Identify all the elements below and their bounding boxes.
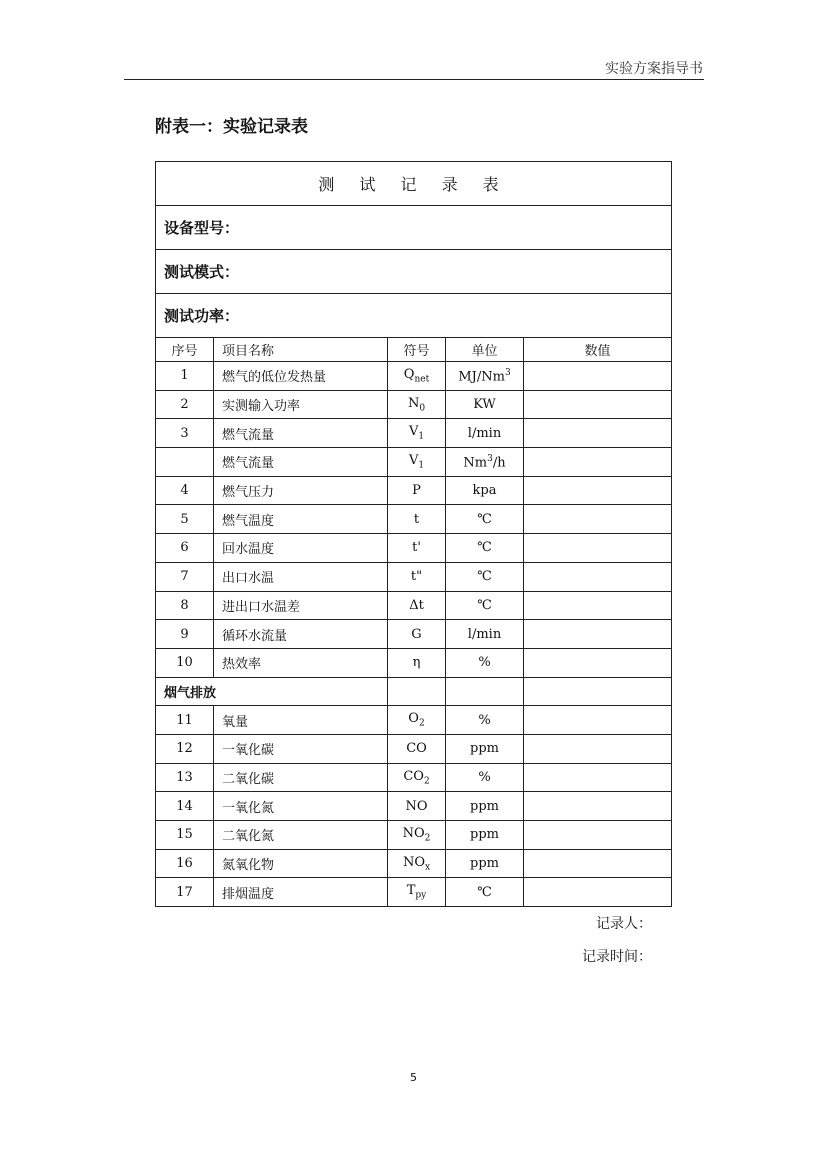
- symbol-main: Δt: [409, 597, 424, 613]
- row-number: 13: [156, 763, 214, 792]
- table-title: 测 试 记 录 表: [156, 162, 672, 206]
- symbol-main: η: [412, 655, 421, 671]
- row-number: [156, 448, 214, 477]
- symbol-main: N: [407, 395, 420, 411]
- row-number: 1: [156, 362, 214, 391]
- unit-superscript: 3: [504, 367, 511, 378]
- value-cell: [524, 648, 672, 677]
- symbol-subscript: 0: [419, 403, 426, 414]
- value-cell: [524, 390, 672, 419]
- table-row: [156, 390, 672, 419]
- item-unit: [446, 706, 524, 735]
- unit-main: ℃: [477, 511, 492, 527]
- item-symbol: [388, 821, 446, 850]
- table-row: [156, 792, 672, 821]
- item-unit: [446, 648, 524, 677]
- value-cell: [524, 706, 672, 735]
- item-symbol: [388, 362, 446, 391]
- value-cell: [524, 562, 672, 591]
- row-number: 14: [156, 792, 214, 821]
- table-row: [156, 476, 672, 505]
- item-symbol: [388, 706, 446, 735]
- table-row: [156, 562, 672, 591]
- row-number: 10: [156, 648, 214, 677]
- test-power-field: 测试功率：: [156, 294, 672, 338]
- value-cell: [524, 734, 672, 763]
- item-name: 出口水温: [214, 562, 388, 591]
- value-cell: [524, 476, 672, 505]
- item-symbol: [388, 562, 446, 591]
- item-unit: [446, 591, 524, 620]
- row-number: 3: [156, 419, 214, 448]
- unit-main: Nm: [463, 455, 488, 471]
- unit-main: ℃: [477, 597, 492, 613]
- symbol-subscript: x: [424, 862, 431, 873]
- value-cell: [524, 505, 672, 534]
- row-number: 6: [156, 534, 214, 563]
- unit-superscript: 3: [487, 453, 493, 464]
- symbol-main: NO: [405, 798, 428, 814]
- item-name: 燃气流量: [214, 419, 388, 448]
- item-symbol: [388, 648, 446, 677]
- unit-main: ℃: [477, 569, 492, 585]
- device-model-field: 设备型号：: [156, 206, 672, 250]
- symbol-main: t: [413, 511, 420, 527]
- unit-main: %: [478, 712, 491, 728]
- table-row: [156, 878, 672, 907]
- row-number: 17: [156, 878, 214, 907]
- item-unit: [446, 534, 524, 563]
- running-header: 实验方案指导书: [605, 61, 703, 77]
- item-symbol: [388, 792, 446, 821]
- item-unit: [446, 505, 524, 534]
- table-row: [156, 505, 672, 534]
- symbol-main: V: [408, 453, 419, 469]
- table-row: [156, 620, 672, 649]
- symbol-main: t": [410, 569, 423, 585]
- symbol-main: NO: [402, 854, 425, 870]
- item-name: 氮氧化物: [214, 849, 388, 878]
- symbol-main: CO: [403, 768, 424, 784]
- item-name: 氧量: [214, 706, 388, 735]
- item-name: 循环水流量: [214, 620, 388, 649]
- unit-main: l/min: [467, 425, 502, 441]
- item-unit: [446, 821, 524, 850]
- symbol-subscript: 2: [418, 718, 425, 729]
- unit-main: ppm: [470, 741, 499, 757]
- row-number: 11: [156, 706, 214, 735]
- item-symbol: [388, 505, 446, 534]
- record-table: [155, 161, 672, 907]
- symbol-main: O: [408, 711, 419, 727]
- row-number: 5: [156, 505, 214, 534]
- item-symbol: [388, 419, 446, 448]
- item-unit: [446, 792, 524, 821]
- symbol-subscript: 2: [423, 776, 430, 787]
- item-symbol: [388, 849, 446, 878]
- item-unit: [446, 763, 524, 792]
- table-row: [156, 648, 672, 677]
- value-cell: [524, 878, 672, 907]
- test-mode-field: 测试模式：: [156, 250, 672, 294]
- table-row: [156, 821, 672, 850]
- item-name: 燃气的低位发热量: [214, 362, 388, 391]
- col-header-name: 项目名称: [214, 338, 388, 362]
- item-name: 燃气压力: [214, 476, 388, 505]
- symbol-main: CO: [406, 741, 427, 757]
- row-number: 12: [156, 734, 214, 763]
- row-number: 4: [156, 476, 214, 505]
- item-name: 热效率: [214, 648, 388, 677]
- item-unit: [446, 878, 524, 907]
- item-symbol: [388, 878, 446, 907]
- item-unit: [446, 620, 524, 649]
- item-name: 实测输入功率: [214, 390, 388, 419]
- item-unit: [446, 562, 524, 591]
- group-symbol-cell: [388, 677, 446, 706]
- symbol-main: G: [411, 626, 422, 642]
- item-name: 回水温度: [214, 534, 388, 563]
- unit-main: ppm: [470, 827, 499, 843]
- symbol-main: T: [406, 883, 416, 899]
- col-header-value: 数值: [524, 338, 672, 362]
- symbol-subscript: 2: [424, 833, 431, 844]
- table-row: [156, 706, 672, 735]
- group-unit-cell: [446, 677, 524, 706]
- row-number: 2: [156, 390, 214, 419]
- symbol-subscript: net: [414, 374, 430, 385]
- row-number: 7: [156, 562, 214, 591]
- value-cell: [524, 448, 672, 477]
- item-symbol: [388, 448, 446, 477]
- record-time-label: 记录时间：: [582, 949, 652, 965]
- appendix-title: 附表一：实验记录表: [155, 117, 308, 137]
- group-value-cell: [524, 677, 672, 706]
- value-cell: [524, 620, 672, 649]
- symbol-subscript: 1: [418, 460, 425, 471]
- unit-main: MJ/Nm: [458, 369, 505, 384]
- symbol-main: NO: [402, 826, 425, 842]
- item-symbol: [388, 763, 446, 792]
- table-row: [156, 534, 672, 563]
- item-unit: [446, 419, 524, 448]
- table-row: [156, 591, 672, 620]
- item-symbol: [388, 734, 446, 763]
- col-header-symbol: 符号: [388, 338, 446, 362]
- unit-main: %: [478, 655, 491, 671]
- col-header-no: 序号: [156, 338, 214, 362]
- table-row: [156, 419, 672, 448]
- col-header-unit: 单位: [446, 338, 524, 362]
- group-row: [156, 677, 672, 706]
- item-name: 二氧化氮: [214, 821, 388, 850]
- item-name: 燃气流量: [214, 448, 388, 477]
- value-cell: [524, 763, 672, 792]
- recorder-label: 记录人：: [596, 916, 652, 932]
- row-number: 15: [156, 821, 214, 850]
- unit-main: ppm: [470, 798, 499, 814]
- value-cell: [524, 849, 672, 878]
- row-number: 9: [156, 620, 214, 649]
- symbol-main: P: [412, 483, 421, 499]
- item-name: 二氧化碳: [214, 763, 388, 792]
- unit-main: l/min: [467, 626, 502, 642]
- item-symbol: [388, 534, 446, 563]
- item-unit: [446, 362, 524, 391]
- unit-main: KW: [473, 397, 496, 413]
- item-symbol: [388, 476, 446, 505]
- table-row: [156, 763, 672, 792]
- page-number: 5: [410, 1071, 417, 1084]
- symbol-main: t': [412, 540, 421, 556]
- item-unit: [446, 448, 524, 477]
- unit-main: ℃: [477, 884, 492, 900]
- unit-main: kpa: [472, 483, 497, 499]
- value-cell: [524, 362, 672, 391]
- item-symbol: [388, 620, 446, 649]
- unit-main: ppm: [470, 856, 499, 872]
- value-cell: [524, 591, 672, 620]
- symbol-subscript: py: [415, 891, 427, 902]
- item-symbol: [388, 390, 446, 419]
- item-name: 燃气温度: [214, 505, 388, 534]
- value-cell: [524, 534, 672, 563]
- item-name: 进出口水温差: [214, 591, 388, 620]
- item-unit: [446, 476, 524, 505]
- item-symbol: [388, 591, 446, 620]
- row-number: 16: [156, 849, 214, 878]
- table-row: [156, 448, 672, 477]
- header-rule: [124, 79, 704, 80]
- group-label: 烟气排放: [156, 677, 388, 706]
- symbol-main: Q: [403, 367, 415, 383]
- item-unit: [446, 849, 524, 878]
- symbol-main: V: [408, 424, 419, 440]
- unit-main: ℃: [477, 540, 492, 556]
- row-number: 8: [156, 591, 214, 620]
- item-unit: [446, 734, 524, 763]
- unit-main: %: [478, 769, 491, 785]
- table-row: [156, 734, 672, 763]
- value-cell: [524, 419, 672, 448]
- table-row: [156, 849, 672, 878]
- unit-tail: /h: [492, 455, 506, 471]
- item-name: 一氧化碳: [214, 734, 388, 763]
- table-row: [156, 362, 672, 391]
- item-unit: [446, 390, 524, 419]
- item-name: 排烟温度: [214, 878, 388, 907]
- item-name: 一氧化氮: [214, 792, 388, 821]
- value-cell: [524, 821, 672, 850]
- symbol-subscript: 1: [418, 432, 425, 443]
- value-cell: [524, 792, 672, 821]
